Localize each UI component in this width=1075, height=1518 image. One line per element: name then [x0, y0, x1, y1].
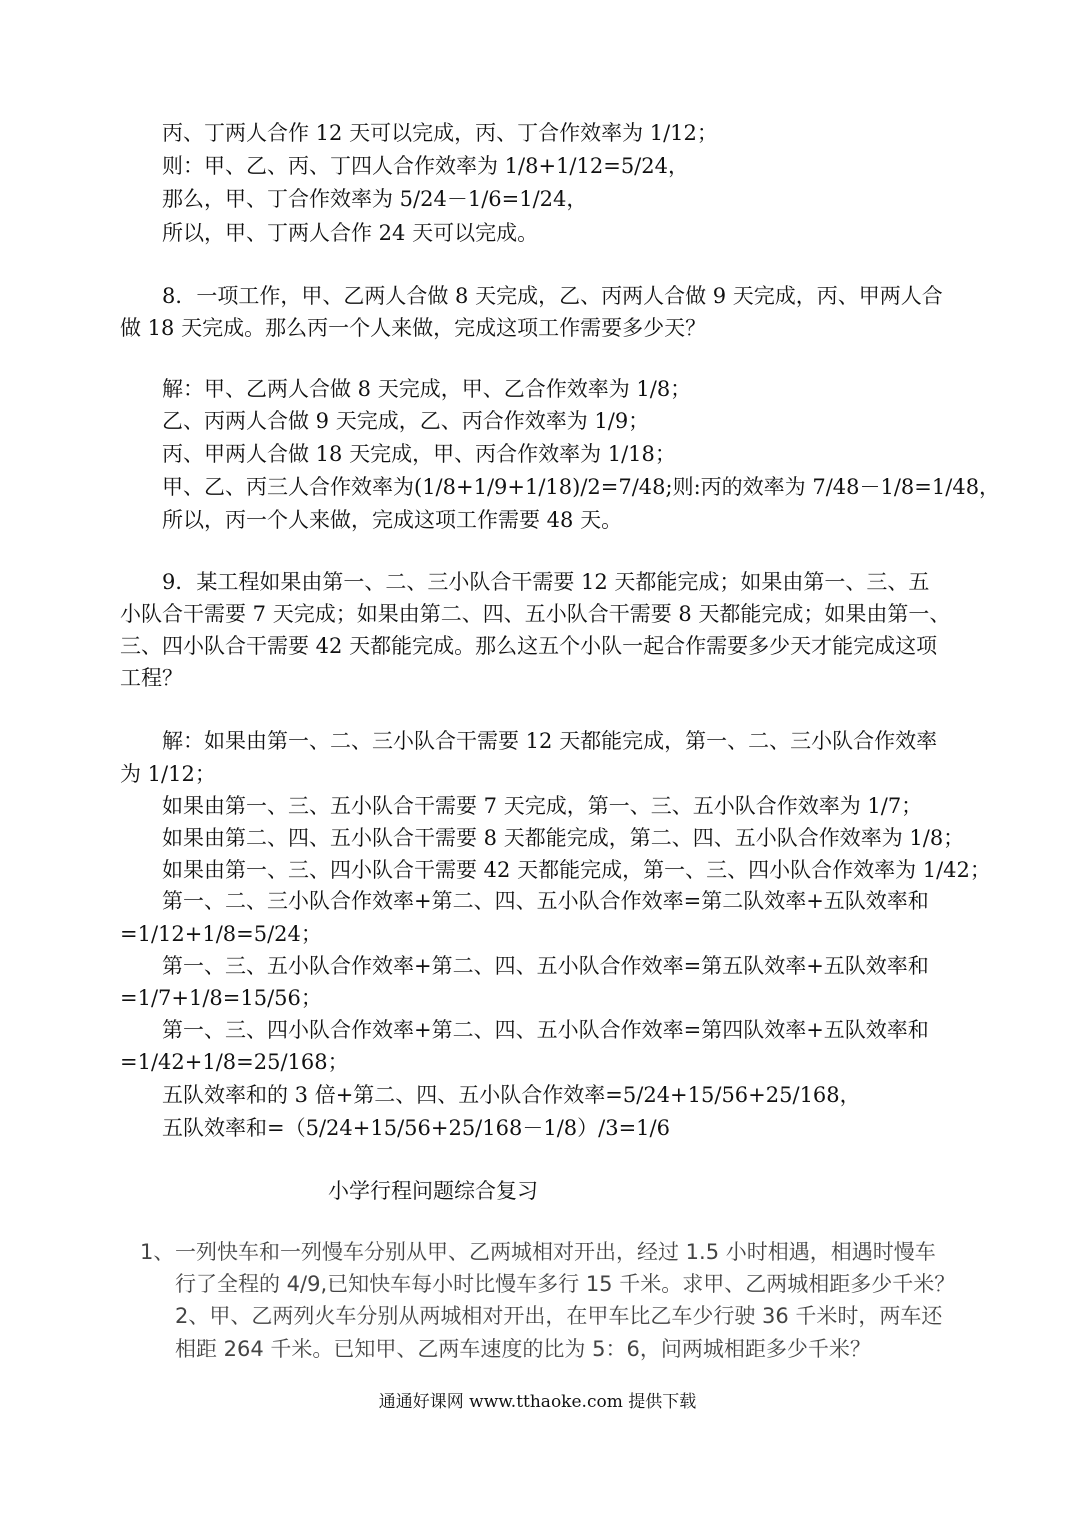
answer-9-line: 第一、三、五小队合作效率+第二、四、五小队合作效率=第五队效率+五队效率和 [162, 954, 929, 978]
question-9-line: 三、四小队合干需要 42 天都能完成。那么这五个小队一起合作需要多少天才能完成这项 [120, 634, 938, 658]
answer-9-line: =1/42+1/8=25/168； [120, 1050, 349, 1074]
answer-9-line: 第一、二、三小队合作效率+第二、四、五小队合作效率=第二队效率+五队效率和 [162, 889, 929, 913]
answer-9-line: 为 1/12； [120, 762, 216, 786]
text-line: 所以，甲、丁两人合作 24 天可以完成。 [162, 221, 539, 245]
answer-9-line: 如果由第二、四、五小队合干需要 8 天都能完成，第二、四、五小队合作效率为 1/8； [162, 826, 965, 850]
text-line: 则：甲、乙、丙、丁四人合作效率为 1/8+1/12=5/24， [162, 154, 689, 178]
question-8-line: 做 18 天完成。那么丙一个人来做，完成这项工作需要多少天？ [120, 316, 707, 340]
text-line: 那么，甲、丁合作效率为 5/24－1/6=1/24， [162, 187, 588, 211]
section-title: 小学行程问题综合复习 [328, 1179, 538, 1203]
question-9-line: 小队合干需要 7 天完成；如果由第二、四、五小队合干需要 8 天都能完成；如果由第一、 [120, 602, 951, 626]
answer-9-line: =1/12+1/8=5/24； [120, 922, 322, 946]
answer-8-line: 乙、丙两人合做 9 天完成，乙、丙合作效率为 1/9； [162, 409, 650, 433]
review-problem-line: 2、甲、乙两列火车分别从两城相对开出，在甲车比乙车少行驶 36 千米时，两车还 [175, 1304, 943, 1328]
answer-9-line: 五队效率和=（5/24+15/56+25/168－1/8）/3=1/6 [162, 1116, 670, 1140]
answer-8-line: 丙、甲两人合做 18 天完成，甲、丙合作效率为 1/18； [162, 442, 676, 466]
answer-9-line: 如果由第一、三、五小队合干需要 7 天完成，第一、三、五小队合作效率为 1/7； [162, 794, 923, 818]
answer-9-line: 第一、三、四小队合作效率+第二、四、五小队合作效率=第四队效率+五队效率和 [162, 1018, 929, 1042]
answer-8-line: 解：甲、乙两人合做 8 天完成，甲、乙合作效率为 1/8； [162, 377, 692, 401]
text-line: 丙、丁两人合作 12 天可以完成，丙、丁合作效率为 1/12； [162, 121, 718, 145]
problem-number: 1、 [140, 1240, 175, 1264]
question-9-line: 9．某工程如果由第一、二、三小队合干需要 12 天都能完成；如果由第一、三、五 [162, 570, 930, 594]
answer-9-line: =1/7+1/8=15/56； [120, 986, 322, 1010]
review-problem-line: 行了全程的 4/9,已知快车每小时比慢车多行 15 千米。求甲、乙两城相距多少千米？ [175, 1272, 956, 1296]
question-9-line: 工程？ [120, 666, 183, 690]
review-problem-line: 一列快车和一列慢车分别从甲、乙两城相对开出，经过 1.5 小时相遇，相遇时慢车 [175, 1240, 936, 1264]
review-problem-line: 相距 264 千米。已知甲、乙两车速度的比为 5：6，问两城相距多少千米？ [175, 1337, 871, 1361]
answer-8-line: 所以，丙一个人来做，完成这项工作需要 48 天。 [162, 508, 623, 532]
answer-9-line: 解：如果由第一、二、三小队合干需要 12 天都能完成，第一、二、三小队合作效率 [162, 729, 938, 753]
answer-8-line: 甲、乙、丙三人合作效率为(1/8+1/9+1/18)/2=7/48;则:丙的效率为 7/48－1/8=1/48， [162, 475, 1001, 499]
question-8-line: 8．一项工作，甲、乙两人合做 8 天完成，乙、丙两人合做 9 天完成，丙、甲两人合 [162, 284, 943, 308]
answer-9-line: 如果由第一、三、四小队合干需要 42 天都能完成，第一、三、四小队合作效率为 1/42； [162, 858, 991, 882]
answer-9-line: 五队效率和的 3 倍+第二、四、五小队合作效率=5/24+15/56+25/168， [162, 1083, 861, 1107]
page-footer: 通通好课网 www.tthaoke.com 提供下载 [378, 1392, 697, 1412]
